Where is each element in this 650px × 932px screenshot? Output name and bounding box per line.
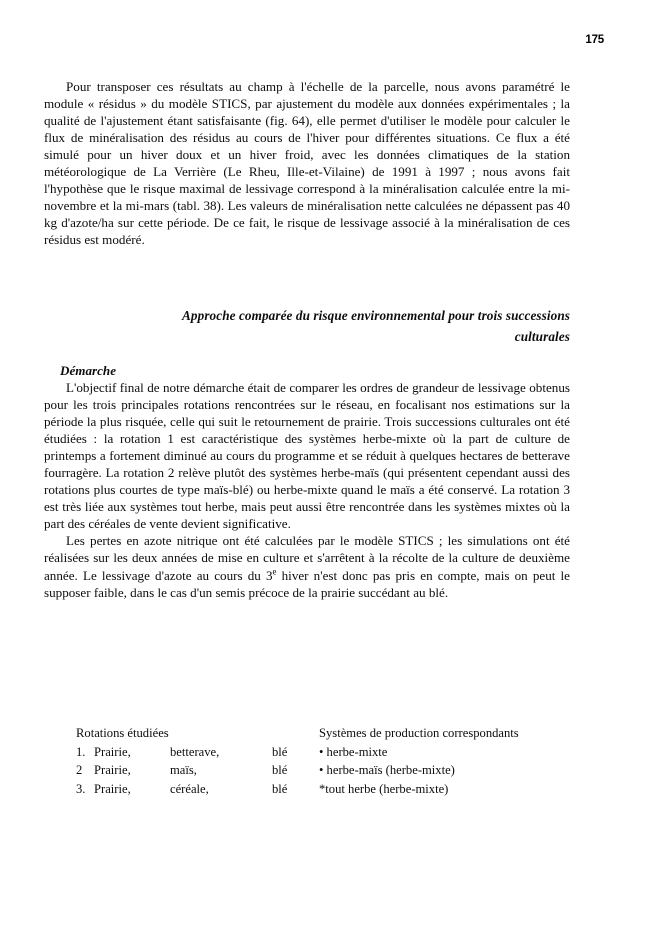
row-number: 3. [76, 781, 86, 796]
row-number: 1. [76, 745, 86, 760]
table-row [76, 743, 576, 761]
ordinal-superscript: e [272, 566, 277, 577]
row-system: *tout herbe (herbe-mixte) [319, 781, 449, 796]
row-crop-second: céréale, [170, 781, 209, 796]
row-crop-first: Prairie, [94, 781, 131, 796]
paragraph-demarche-2 [44, 532, 570, 600]
rotation-table-header-row [76, 724, 576, 742]
section-heading-block [118, 306, 570, 347]
table-row [76, 761, 576, 779]
section-heading-line-2: culturales [514, 328, 570, 344]
page-number: 175 [585, 34, 604, 46]
paragraph-demarche-2-text-after: hiver n'est donc pas pris en compte, mais on peut le supposer faible, dans le cas d'un semis précoce de la prairie succédant au blé. [44, 567, 570, 600]
rotation-table [76, 724, 576, 798]
paragraph-demarche-2-text-before: Les pertes en azote nitrique ont été calculées par le modèle STICS ; les simulations ont été réalisées sur les deux années de mise en culture et s'arrêtent à la récolte de la culture de deuxième année. Le lessivage d'azote au cours du 3 [44, 533, 570, 583]
row-crop-first: Prairie, [94, 745, 131, 760]
row-number: 2 [76, 763, 83, 778]
table-row [76, 780, 576, 798]
demarche-block [44, 362, 570, 601]
intro-paragraph-block [44, 78, 570, 248]
section-heading-line-1: Approche comparée du risque environnemental pour trois successions [182, 308, 570, 323]
row-crop-second: betterave, [170, 745, 220, 760]
row-system: • herbe-mixte [319, 745, 388, 760]
paragraph-intro: Pour transposer ces résultats au champ à l'échelle de la parcelle, nous avons paramétré le module « résidus » du modèle STICS, par ajustement du modèle aux données expérimentales ; la qualité de l'ajustement étant satisfaisante (fig. 64), elle permet d'utiliser le modèle pour calculer le flux de minéralisation des résidus au cours de l'hiver pour différentes situations. Ce flux a été simulé pour un hiver doux et un hiver froid, avec les données climatiques de la station météorologique de La Verrière (Le Rheu, Ille-et-Vilaine) de 1991 à 1997 ; nous avons fait l'hypothèse que le risque maximal de lessivage correspond à la minéralisation calculée entre la mi-novembre et la mi-mars (tabl. 38). Les valeurs de minéralisation nette calculées ne dépassent pas 40 kg d'azote/ha sur cette période. De ce fait, le risque de lessivage associé à la minéralisation de ces résidus est modéré. [44, 79, 570, 248]
paragraph-demarche-1: L'objectif final de notre démarche était de comparer les ordres de grandeur de lessivage obtenus pour les trois principales rotations rencontrées sur le réseau, en focalisant nos estimations sur la période la plus risquée, celle qui suit le retournement de prairie. Trois successions culturales ont été étudiées : la rotation 1 est caractéristique des systèmes herbe-mixte où la part de culture de printemps a fortement diminué au cours du programme et se réduit à quelques hectares de betterave fourragère. La rotation 2 relève plutôt des systèmes herbe-maïs (qui présentent cependant aussi des rotations plus courtes de type maïs-blé) ou herbe-mixte quand le maïs a été conservé. La rotation 3 est très liée aux systèmes tout herbe, mais peut aussi être rencontrée dans les systèmes mixtes où la part des céréales de vente devient significative. [44, 380, 570, 532]
row-crop-first: Prairie, [94, 763, 131, 778]
row-crop-third: blé [272, 781, 288, 796]
row-system: • herbe-maïs (herbe-mixte) [319, 763, 455, 778]
rotation-table-header-rotations: Rotations étudiées [76, 726, 169, 740]
rotation-table-header-systems: Systèmes de production correspondants [319, 726, 519, 740]
row-crop-third: blé [272, 745, 288, 760]
subheading-demarche: Démarche [60, 363, 117, 378]
row-crop-second: maïs, [170, 763, 197, 778]
row-crop-third: blé [272, 763, 288, 778]
